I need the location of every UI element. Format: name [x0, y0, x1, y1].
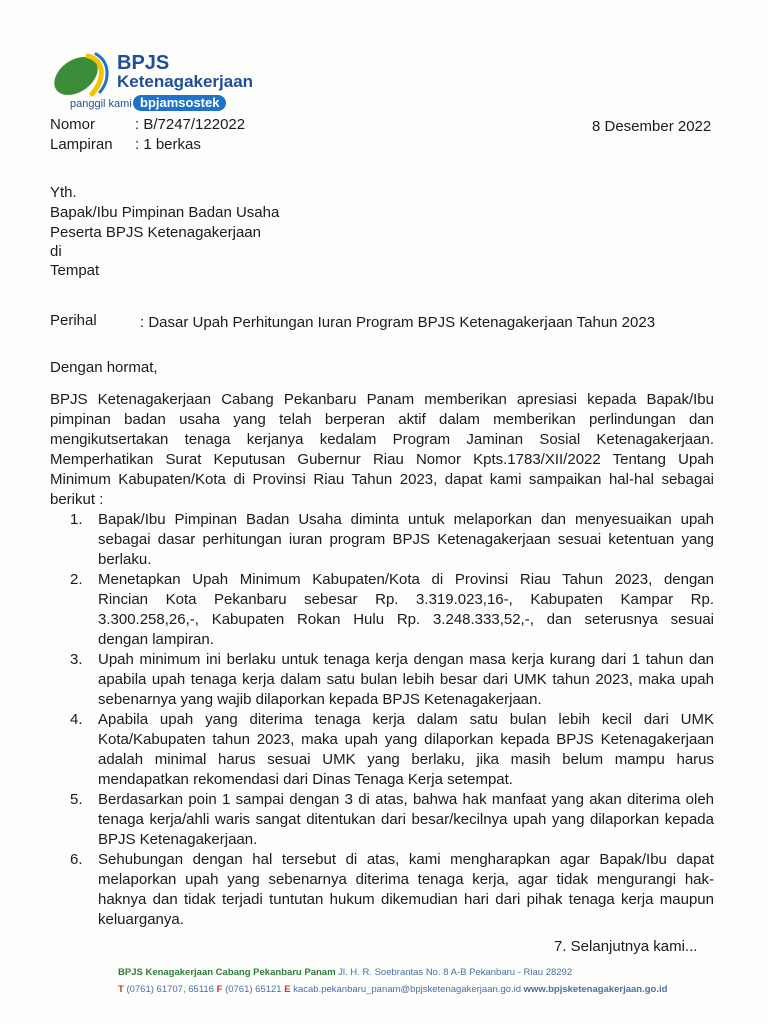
brand-name: BPJS: [117, 52, 170, 74]
footer-phone: (0761) 61707, 65116: [126, 984, 214, 995]
point-number: 4.: [70, 711, 83, 728]
footer-address: [118, 966, 572, 980]
point-line: adalah minimal harus sesuai UMK yang berlaku, jika masih belum mampu harus: [98, 751, 714, 768]
list-item: [66, 710, 714, 790]
intro-line: Minimum Kabupaten/Kota di Provinsi Riau Tahun 2023, dapat kami sampaikan hal-hal sebagai: [50, 471, 714, 488]
point-number: 1.: [70, 511, 83, 528]
point-line: berlaku.: [98, 551, 152, 568]
fax-label: F: [216, 984, 223, 995]
intro-paragraph: [50, 390, 714, 510]
point-number: 6.: [70, 851, 83, 868]
footer-office-name: BPJS Kenagakerjaan Cabang Pekanbaru Panam: [118, 967, 336, 978]
footer-address-text: Jl. H. R. Soebrantas No. 8 A-B Pekanbaru - Riau 28292: [338, 967, 573, 978]
lampiran-value: : 1 berkas: [135, 136, 201, 153]
point-line: melaporkan upah yang sebenarnya diterima tenaga kerja, agar tidak mengurangi hak-: [98, 871, 714, 888]
recipient-line: Peserta BPJS Ketenagakerjaan: [50, 224, 261, 241]
point-number: 5.: [70, 791, 83, 808]
recipient-line: Tempat: [50, 262, 100, 279]
point-line: sebagai dasar perhitungan iuran program BPJS Ketenagakerjaan sesuai ketentuan yang: [98, 531, 714, 548]
points-list: [66, 510, 714, 930]
point-line: Rincian Kota Pekanbaru sebesar Rp. 3.319.023,16-, Kabupaten Kampar Rp.: [98, 591, 714, 608]
point-line: dengan lampiran.: [98, 631, 214, 648]
nomor-label: Nomor: [50, 116, 96, 133]
recipient-line: Bapak/Ibu Pimpinan Badan Usaha: [50, 204, 280, 221]
phone-label: T: [118, 984, 124, 995]
brand-subname: Ketenagakerjaan: [117, 72, 254, 91]
salutation: Dengan hormat,: [50, 359, 158, 376]
list-item: [66, 570, 714, 650]
point-line: Sehubungan dengan hal tersebut di atas, kami mengharapkan agar Bapak/Ibu dapat: [98, 851, 714, 868]
letter-date: 8 Desember 2022: [592, 118, 712, 135]
point-line: Apabila upah yang diterima tenaga kerja dalam satu bulan lebih kecil dari UMK: [98, 711, 714, 728]
subject-label: Perihal: [50, 312, 97, 329]
intro-line: Memperhatikan Surat Keputusan Gubernur Riau Nomor Kpts.1783/XII/2022 Tentang Upah: [50, 451, 714, 468]
intro-line: BPJS Ketenagakerjaan Cabang Pekanbaru Panam memberikan apresiasi kepada Bapak/Ibu: [50, 391, 714, 408]
point-line: Upah minimum ini berlaku untuk tenaga kerja dengan masa kerja kurang dari 1 tahun dan: [98, 651, 714, 668]
footer-contacts: [118, 983, 667, 997]
footer-email: kacab.pekanbaru_panam@bpjsketenagakerjaan.go.id: [293, 984, 521, 995]
point-number: 2.: [70, 571, 83, 588]
footer-website: www.bpjsketenagakerjaan.go.id: [523, 984, 668, 995]
continuation-note: 7. Selanjutnya kami...: [554, 938, 698, 955]
point-line: tenaga kerja/ahli waris sangat ditentukan dari besar/kecilnya upah yang dilaporkan kepada: [98, 811, 714, 828]
point-line: haknya dan tidak terjadi tuntutan hukum dikemudian hari dari pihak tenaga kerja maupun: [98, 891, 714, 908]
subject-value: : Dasar Upah Perhitungan Iuran Program BPJS Ketenagakerjaan Tahun 2023: [140, 314, 656, 331]
point-line: Berdasarkan poin 1 sampai dengan 3 di atas, bahwa hak manfaat yang akan diterima oleh: [98, 791, 714, 808]
nomor-value: : B/7247/122022: [135, 116, 246, 133]
point-line: Menetapkan Upah Minimum Kabupaten/Kota di Provinsi Riau Tahun 2023, dengan: [98, 571, 714, 588]
lampiran-label: Lampiran: [50, 136, 113, 153]
intro-line: berikut :: [50, 491, 104, 508]
point-line: 3.300.258,26,-, Kabupaten Rokan Hulu Rp. 3.248.333,52,-, dan seterusnya sesuai: [98, 611, 714, 628]
email-label: E: [284, 984, 291, 995]
point-line: Bapak/Ibu Pimpinan Badan Usaha diminta untuk melaporkan dan menyesuaikan upah: [98, 511, 714, 528]
list-item: [66, 790, 714, 850]
list-item: [66, 850, 714, 930]
point-line: keluarganya.: [98, 911, 184, 928]
tagline: panggil kami: [70, 98, 132, 110]
recipient-line: Yth.: [50, 184, 77, 201]
point-line: BPJS Ketenagakerjaan.: [98, 831, 258, 848]
point-line: sebenarnya yang wajib dilaporkan kepada BPJS Ketenagakerjaan.: [98, 691, 542, 708]
point-line: mendapatkan rekomendasi dari Dinas Tenaga Kerja setempat.: [98, 771, 513, 788]
point-number: 3.: [70, 651, 83, 668]
list-item: [66, 650, 714, 710]
bpjs-leaf-logo-icon: [48, 48, 112, 98]
tagline-pill: bpjamsostek: [133, 95, 226, 111]
point-line: Kota/Kabupaten tahun 2023, maka upah yang dilaporkan kepada BPJS Ketenagakerjaan: [98, 731, 714, 748]
intro-line: pimpinan badan usaha yang telah berperan aktif dalam memberikan perlindungan dan: [50, 411, 714, 428]
list-item: [66, 510, 714, 570]
recipient-line: di: [50, 243, 62, 260]
intro-line: mengikutsertakan tenaga kerjanya kedalam Program Jaminan Sosial Ketenagakerjaan.: [50, 431, 714, 448]
footer-fax: (0761) 65121: [225, 984, 282, 995]
point-line: apabila upah tenaga kerja dalam satu bulan lebih besar dari UMK tahun 2023, maka upah: [98, 671, 714, 688]
